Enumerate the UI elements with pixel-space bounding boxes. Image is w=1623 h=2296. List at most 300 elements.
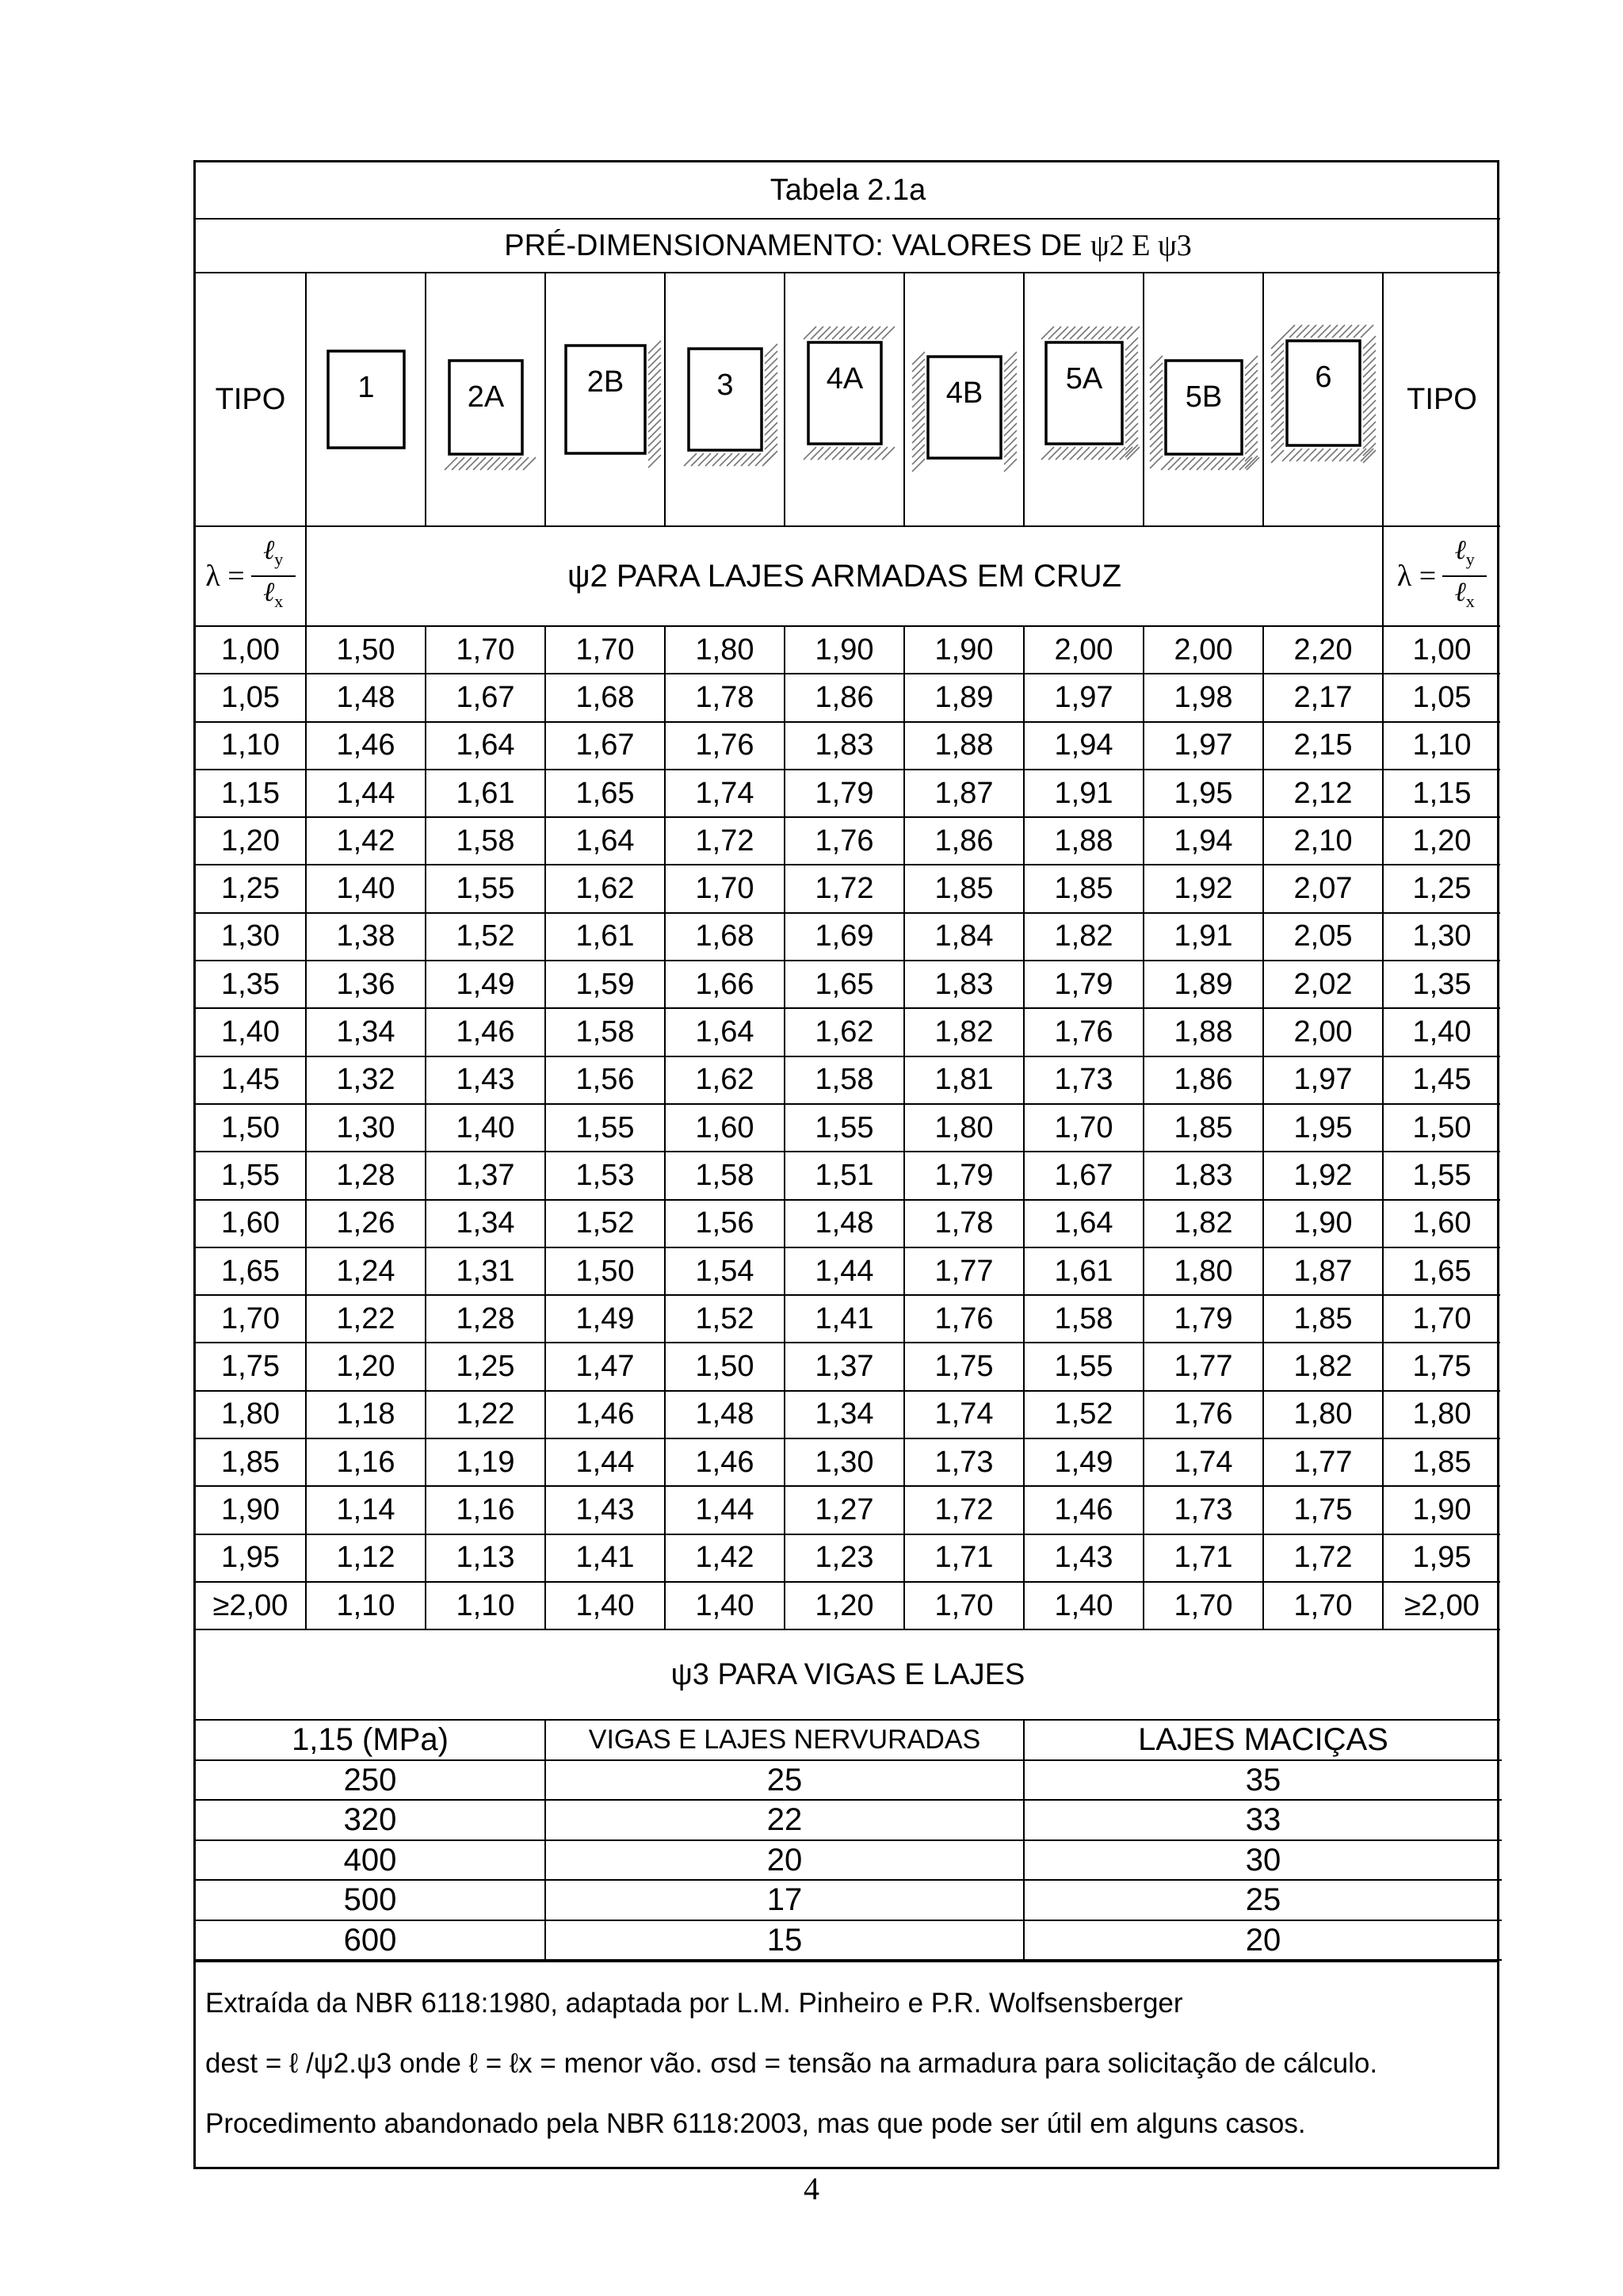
psi2-cell: 1,37	[426, 1152, 545, 1199]
table-title: Tabela 2.1a	[196, 162, 1500, 219]
slab-diagram-icon	[666, 312, 785, 487]
psi2-cell: 1,95	[1144, 770, 1263, 817]
table-row	[196, 722, 1500, 770]
psi3-cell: 400	[196, 1840, 545, 1881]
table-row	[196, 770, 1500, 817]
psi3-cell: 20	[545, 1840, 1024, 1881]
lambda-cell: 1,95	[196, 1534, 306, 1582]
psi2-cell: 1,67	[545, 722, 665, 770]
psi2-cell: 1,83	[1144, 1152, 1263, 1199]
psi2-cell: 1,16	[426, 1486, 545, 1534]
psi2-cell: 1,67	[426, 674, 545, 721]
psi3-cell: 20	[1024, 1920, 1502, 1961]
lambda-cell: 1,30	[196, 913, 306, 961]
lambda-num: ℓ	[263, 536, 275, 566]
slab-type-label: 2A	[467, 380, 505, 414]
psi2-cell: 1,48	[306, 674, 426, 721]
lambda-cell: 1,80	[1383, 1391, 1500, 1438]
psi2-cell: 1,90	[1263, 1200, 1383, 1247]
psi2-cell: 1,30	[306, 1104, 426, 1152]
psi2-cell: 1,87	[1263, 1247, 1383, 1295]
psi2-cell: 1,34	[426, 1200, 545, 1247]
psi2-cell: 1,49	[426, 961, 545, 1008]
lambda-cell: 1,30	[1383, 913, 1500, 961]
psi2-cell: 2,00	[1024, 626, 1144, 674]
note-formula: dest = ℓ /ψ2.ψ3 onde ℓ = ℓx = menor vão. σsd = tensão na armadura para solicitação de cálculo.	[205, 2048, 1378, 2080]
psi2-cell: 1,75	[904, 1343, 1024, 1390]
psi2-cell: 1,97	[1024, 674, 1144, 721]
slab-type-5a	[1024, 273, 1144, 526]
psi2-cell: 1,58	[665, 1152, 785, 1199]
psi3-cell: 33	[1024, 1800, 1502, 1840]
psi2-cell: 1,58	[545, 1008, 665, 1056]
lambda-cell: 1,15	[1383, 770, 1500, 817]
psi2-cell: 1,49	[545, 1295, 665, 1343]
psi2-cell: 1,38	[306, 913, 426, 961]
psi2-cell: 1,76	[1024, 1008, 1144, 1056]
lambda-num-sub: y	[1465, 549, 1475, 569]
psi2-cell: 1,28	[426, 1295, 545, 1343]
psi2-cell: 1,61	[1024, 1247, 1144, 1295]
lambda-cell: 1,70	[1383, 1295, 1500, 1343]
psi2-cell: 1,26	[306, 1200, 426, 1247]
table-row	[196, 1760, 1502, 1801]
table-row	[196, 1920, 1502, 1961]
psi2-cell: 1,53	[545, 1152, 665, 1199]
psi3-cell: 15	[545, 1920, 1024, 1961]
psi2-cell: 1,34	[785, 1391, 904, 1438]
psi2-cell: 1,52	[545, 1200, 665, 1247]
psi2-cell: 1,60	[665, 1104, 785, 1152]
psi2-cell: 1,37	[785, 1343, 904, 1390]
psi2-cell: 1,14	[306, 1486, 426, 1534]
psi2-cell: 1,87	[904, 770, 1024, 817]
psi2-cell: 1,77	[904, 1247, 1024, 1295]
psi2-cell: 1,46	[545, 1391, 665, 1438]
psi2-cell: 1,81	[904, 1056, 1024, 1104]
psi2-cell: 1,40	[426, 1104, 545, 1152]
note-source: Extraída da NBR 6118:1980, adaptada por L.M. Pinheiro e P.R. Wolfsensberger	[205, 1988, 1183, 2019]
psi2-cell: 1,44	[665, 1486, 785, 1534]
psi2-cell: 1,80	[1263, 1391, 1383, 1438]
slab-diagram-icon	[905, 312, 1024, 487]
psi2-cell: 1,56	[665, 1200, 785, 1247]
slab-type-2b	[545, 273, 665, 526]
table-row	[196, 1200, 1500, 1247]
lambda-cell: 1,10	[196, 722, 306, 770]
psi2-cell: 1,64	[665, 1008, 785, 1056]
psi2-cell: 1,50	[665, 1343, 785, 1390]
psi2-cell: 1,85	[1024, 865, 1144, 912]
lambda-den-sub: x	[274, 590, 284, 611]
psi2-cell: 1,46	[426, 1008, 545, 1056]
psi2-cell: 1,55	[785, 1104, 904, 1152]
psi2-cell: 1,66	[665, 961, 785, 1008]
psi3-cell: 25	[545, 1760, 1024, 1801]
psi2-cell: 1,20	[785, 1582, 904, 1629]
psi2-cell: 1,36	[306, 961, 426, 1008]
psi2-cell: 1,70	[1263, 1582, 1383, 1629]
psi2-cell: 1,48	[785, 1200, 904, 1247]
psi2-cell: 1,82	[1263, 1343, 1383, 1390]
slab-diagram-icon	[546, 312, 665, 487]
psi2-cell: 1,52	[665, 1295, 785, 1343]
psi3-cell: 250	[196, 1760, 545, 1801]
psi2-cell: 1,40	[545, 1582, 665, 1629]
lambda-cell: 1,95	[1383, 1534, 1500, 1582]
psi2-cell: 1,55	[1024, 1343, 1144, 1390]
slab-type-label: 6	[1315, 361, 1332, 394]
psi2-cell: 1,78	[665, 674, 785, 721]
psi2-cell: 1,19	[426, 1438, 545, 1486]
psi2-cell: 1,71	[1144, 1534, 1263, 1582]
psi3-cell: 30	[1024, 1840, 1502, 1881]
psi2-cell: 1,72	[785, 865, 904, 912]
psi3-cell: 600	[196, 1920, 545, 1961]
psi3-cell: 500	[196, 1880, 545, 1920]
lambda-cell: 1,85	[1383, 1438, 1500, 1486]
lambda-cell: 1,10	[1383, 722, 1500, 770]
slab-type-label: 5B	[1185, 380, 1223, 414]
psi2-cell: 1,94	[1024, 722, 1144, 770]
psi2-cell: 1,97	[1263, 1056, 1383, 1104]
psi2-cell: 1,49	[1024, 1438, 1144, 1486]
psi2-cell: 1,80	[1144, 1247, 1263, 1295]
psi2-cell: 2,00	[1263, 1008, 1383, 1056]
psi2-cell: 1,30	[785, 1438, 904, 1486]
lambda-header-right	[1383, 526, 1500, 626]
page-number: 4	[804, 2171, 819, 2206]
slab-type-1	[306, 273, 426, 526]
psi2-cell: 1,80	[665, 626, 785, 674]
psi2-cell: 1,65	[545, 770, 665, 817]
psi2-cell: 1,72	[665, 817, 785, 865]
slab-diagram-icon	[1025, 312, 1144, 487]
lambda-cell: 1,75	[196, 1343, 306, 1390]
table-row	[196, 1800, 1502, 1840]
psi3-heading: ψ3 PARA VIGAS E LAJES	[196, 1629, 1500, 1720]
table-row	[196, 913, 1500, 961]
psi3-header-solid: LAJES MACIÇAS	[1024, 1721, 1502, 1760]
psi2-cell: 2,05	[1263, 913, 1383, 961]
lambda-cell: 1,40	[1383, 1008, 1500, 1056]
lambda-num-sub: y	[274, 549, 284, 569]
lambda-cell: 1,15	[196, 770, 306, 817]
psi2-cell: 1,88	[904, 722, 1024, 770]
psi2-cell: 1,73	[904, 1438, 1024, 1486]
psi2-cell: 1,67	[1024, 1152, 1144, 1199]
table-row	[196, 1486, 1500, 1534]
lambda-cell: 1,85	[196, 1438, 306, 1486]
psi2-cell: 1,42	[665, 1534, 785, 1582]
psi2-cell: 1,10	[306, 1582, 426, 1629]
slab-type-4b	[904, 273, 1024, 526]
psi2-cell: 1,94	[1144, 817, 1263, 865]
psi3-cell: 17	[545, 1880, 1024, 1920]
psi2-cell: 1,83	[904, 961, 1024, 1008]
psi2-cell: 1,70	[1144, 1582, 1263, 1629]
lambda-den-sub: x	[1465, 590, 1475, 611]
lambda-header-left	[196, 526, 306, 626]
table-row	[196, 626, 1500, 674]
psi2-cell: 1,76	[785, 817, 904, 865]
psi2-cell: 1,72	[1263, 1534, 1383, 1582]
psi2-cell: 1,70	[1024, 1104, 1144, 1152]
lambda-den: ℓ	[1454, 578, 1466, 607]
table-row	[196, 817, 1500, 865]
psi2-cell: 1,62	[545, 865, 665, 912]
psi2-cell: 1,77	[1144, 1343, 1263, 1390]
psi2-cell: 1,61	[545, 913, 665, 961]
psi2-cell: 2,12	[1263, 770, 1383, 817]
table-row	[196, 1438, 1500, 1486]
lambda-cell: 1,45	[196, 1056, 306, 1104]
psi2-cell: 1,84	[904, 913, 1024, 961]
psi2-cell: 1,31	[426, 1247, 545, 1295]
psi2-cell: 1,76	[665, 722, 785, 770]
lambda-cell: 1,20	[196, 817, 306, 865]
table-row	[196, 1104, 1500, 1152]
psi2-cell: 1,48	[665, 1391, 785, 1438]
psi2-cell: 1,32	[306, 1056, 426, 1104]
psi2-cell: 1,97	[1144, 722, 1263, 770]
lambda-cell: 1,50	[1383, 1104, 1500, 1152]
psi2-cell: 1,78	[904, 1200, 1024, 1247]
psi2-cell: 1,68	[545, 674, 665, 721]
psi2-cell: 1,85	[1144, 1104, 1263, 1152]
lambda-cell: 1,45	[1383, 1056, 1500, 1104]
psi2-cell: 1,43	[545, 1486, 665, 1534]
lambda-cell: 1,70	[196, 1295, 306, 1343]
psi2-cell: 2,02	[1263, 961, 1383, 1008]
lambda-num: ℓ	[1454, 536, 1466, 566]
psi2-cell: 1,77	[1263, 1438, 1383, 1486]
subtitle-prefix: PRÉ-DIMENSIONAMENTO: VALORES DE	[504, 229, 1090, 262]
slab-diagram-icon	[1144, 312, 1263, 487]
psi2-cell: 1,52	[426, 913, 545, 961]
psi2-cell: 1,40	[1024, 1582, 1144, 1629]
psi2-table	[196, 162, 1500, 1721]
psi2-cell: 1,86	[785, 674, 904, 721]
psi2-cell: 1,51	[785, 1152, 904, 1199]
psi2-cell: 1,46	[306, 722, 426, 770]
psi2-cell: 1,25	[426, 1343, 545, 1390]
psi2-cell: 1,41	[545, 1534, 665, 1582]
psi2-cell: 1,79	[1144, 1295, 1263, 1343]
psi2-cell: 1,55	[545, 1104, 665, 1152]
psi2-cell: 1,79	[904, 1152, 1024, 1199]
psi2-cell: 1,12	[306, 1534, 426, 1582]
psi2-cell: 1,28	[306, 1152, 426, 1199]
psi2-cell: 1,82	[1024, 913, 1144, 961]
table-row	[196, 1295, 1500, 1343]
psi2-cell: 1,40	[665, 1582, 785, 1629]
psi2-cell: 1,92	[1263, 1152, 1383, 1199]
psi2-cell: 1,43	[1024, 1534, 1144, 1582]
psi3-header-ribbed: VIGAS E LAJES NERVURADAS	[545, 1721, 1024, 1760]
table-notes	[196, 1961, 1497, 2167]
psi3-cell: 25	[1024, 1880, 1502, 1920]
lambda-cell: 1,75	[1383, 1343, 1500, 1390]
psi2-cell: 1,69	[785, 913, 904, 961]
psi2-cell: 1,89	[1144, 961, 1263, 1008]
psi2-cell: 1,75	[1263, 1486, 1383, 1534]
psi2-cell: 1,58	[785, 1056, 904, 1104]
slab-diagram-icon	[785, 312, 904, 487]
lambda-cell: 1,80	[196, 1391, 306, 1438]
lambda-cell: 1,00	[1383, 626, 1500, 674]
table-subtitle	[196, 219, 1500, 273]
slab-diagram-icon	[307, 312, 426, 487]
psi2-cell: 1,71	[904, 1534, 1024, 1582]
psi2-cell: 1,50	[545, 1247, 665, 1295]
lambda-cell: 1,55	[1383, 1152, 1500, 1199]
lambda-cell: 1,90	[1383, 1486, 1500, 1534]
psi2-cell: 1,46	[665, 1438, 785, 1486]
psi2-cell: 1,55	[426, 865, 545, 912]
lambda-cell: 1,65	[196, 1247, 306, 1295]
psi2-cell: 1,64	[1024, 1200, 1144, 1247]
slab-type-label: 1	[357, 371, 375, 404]
psi2-cell: 1,70	[426, 626, 545, 674]
psi2-cell: 1,47	[545, 1343, 665, 1390]
table-row	[196, 1343, 1500, 1390]
psi3-cell: 35	[1024, 1760, 1502, 1801]
lambda-cell: 1,00	[196, 626, 306, 674]
psi2-cell: 1,41	[785, 1295, 904, 1343]
psi2-cell: 1,80	[904, 1104, 1024, 1152]
lambda-cell: 1,50	[196, 1104, 306, 1152]
lambda-cell: 1,60	[196, 1200, 306, 1247]
psi2-cell: 2,17	[1263, 674, 1383, 721]
psi2-cell: 1,40	[306, 865, 426, 912]
slab-type-3	[665, 273, 785, 526]
table-row	[196, 961, 1500, 1008]
psi2-cell: 1,13	[426, 1534, 545, 1582]
psi2-cell: 1,82	[1144, 1200, 1263, 1247]
psi2-cell: 1,72	[904, 1486, 1024, 1534]
psi2-cell: 1,91	[1024, 770, 1144, 817]
slab-diagram-icon	[1264, 312, 1383, 487]
psi2-cell: 1,74	[665, 770, 785, 817]
lambda-cell: 1,05	[1383, 674, 1500, 721]
psi2-cell: 1,62	[785, 1008, 904, 1056]
psi2-cell: 1,73	[1144, 1486, 1263, 1534]
lambda-cell: 1,25	[1383, 865, 1500, 912]
psi2-cell: 1,18	[306, 1391, 426, 1438]
psi2-cell: 1,90	[904, 626, 1024, 674]
psi2-cell: 2,15	[1263, 722, 1383, 770]
table-row	[196, 1247, 1500, 1295]
subtitle-sep: E	[1124, 229, 1158, 262]
psi2-cell: 1,56	[545, 1056, 665, 1104]
lambda-symbol: λ =	[205, 560, 245, 593]
tipo-label-left: TIPO	[196, 273, 306, 526]
psi2-cell: 1,64	[426, 722, 545, 770]
table-row	[196, 674, 1500, 721]
psi3-table	[196, 1721, 1502, 1961]
psi2-cell: 1,54	[665, 1247, 785, 1295]
psi2-cell: 1,70	[545, 626, 665, 674]
psi2-cell: 1,74	[904, 1391, 1024, 1438]
slab-diagram-icon	[426, 312, 545, 487]
lambda-cell: 1,35	[1383, 961, 1500, 1008]
lambda-cell: 1,20	[1383, 817, 1500, 865]
lambda-cell: 1,25	[196, 865, 306, 912]
lambda-cell: 1,55	[196, 1152, 306, 1199]
psi2-cell: 1,58	[426, 817, 545, 865]
psi2-cell: 1,85	[1263, 1295, 1383, 1343]
psi2-cell: 1,90	[785, 626, 904, 674]
slab-type-label: 5A	[1065, 362, 1103, 395]
psi2-cell: 1,22	[426, 1391, 545, 1438]
lambda-cell: 1,65	[1383, 1247, 1500, 1295]
psi2-cell: 1,88	[1144, 1008, 1263, 1056]
psi2-cell: 1,89	[904, 674, 1024, 721]
psi2-cell: 1,22	[306, 1295, 426, 1343]
psi2-heading: ψ2 PARA LAJES ARMADAS EM CRUZ	[306, 526, 1383, 626]
psi2-cell: 1,70	[904, 1582, 1024, 1629]
table-row	[196, 1056, 1500, 1104]
psi3-cell: 22	[545, 1800, 1024, 1840]
lambda-symbol: λ =	[1396, 560, 1437, 593]
slab-type-5b	[1144, 273, 1263, 526]
psi2-cell: 2,07	[1263, 865, 1383, 912]
psi2-cell: 1,88	[1024, 817, 1144, 865]
psi2-cell: 1,42	[306, 817, 426, 865]
table-row	[196, 865, 1500, 912]
psi2-cell: 1,82	[904, 1008, 1024, 1056]
psi3-header-steel: 1,15 (MPa)	[196, 1721, 545, 1760]
psi2-cell: 1,92	[1144, 865, 1263, 912]
lambda-cell: 1,60	[1383, 1200, 1500, 1247]
lambda-cell: ≥2,00	[196, 1582, 306, 1629]
table-row	[196, 1840, 1502, 1881]
psi2-cell: 1,59	[545, 961, 665, 1008]
psi2-cell: 1,70	[665, 865, 785, 912]
psi2-cell: 1,46	[1024, 1486, 1144, 1534]
psi2-cell: 1,23	[785, 1534, 904, 1582]
psi2-cell: 1,44	[785, 1247, 904, 1295]
table-row	[196, 1582, 1500, 1629]
subtitle-psi3: ψ3	[1158, 229, 1192, 262]
lambda-cell: ≥2,00	[1383, 1582, 1500, 1629]
psi2-cell: 1,62	[665, 1056, 785, 1104]
lambda-cell: 1,05	[196, 674, 306, 721]
table-row	[196, 1391, 1500, 1438]
slab-type-4a	[785, 273, 904, 526]
psi2-cell: 1,50	[306, 626, 426, 674]
psi2-cell: 1,34	[306, 1008, 426, 1056]
table-row	[196, 1534, 1500, 1582]
table-2-1a	[193, 160, 1499, 2169]
slab-type-6	[1263, 273, 1383, 526]
lambda-cell: 1,40	[196, 1008, 306, 1056]
psi2-cell: 1,98	[1144, 674, 1263, 721]
psi2-cell: 1,86	[1144, 1056, 1263, 1104]
table-row	[196, 1008, 1500, 1056]
psi2-cell: 1,43	[426, 1056, 545, 1104]
psi2-cell: 1,95	[1263, 1104, 1383, 1152]
psi2-cell: 1,64	[545, 817, 665, 865]
psi2-cell: 1,79	[785, 770, 904, 817]
psi2-cell: 1,52	[1024, 1391, 1144, 1438]
psi2-cell: 1,27	[785, 1486, 904, 1534]
psi2-cell: 1,76	[1144, 1391, 1263, 1438]
lambda-den: ℓ	[263, 578, 275, 607]
tipo-label-right: TIPO	[1383, 273, 1500, 526]
psi2-cell: 1,86	[904, 817, 1024, 865]
